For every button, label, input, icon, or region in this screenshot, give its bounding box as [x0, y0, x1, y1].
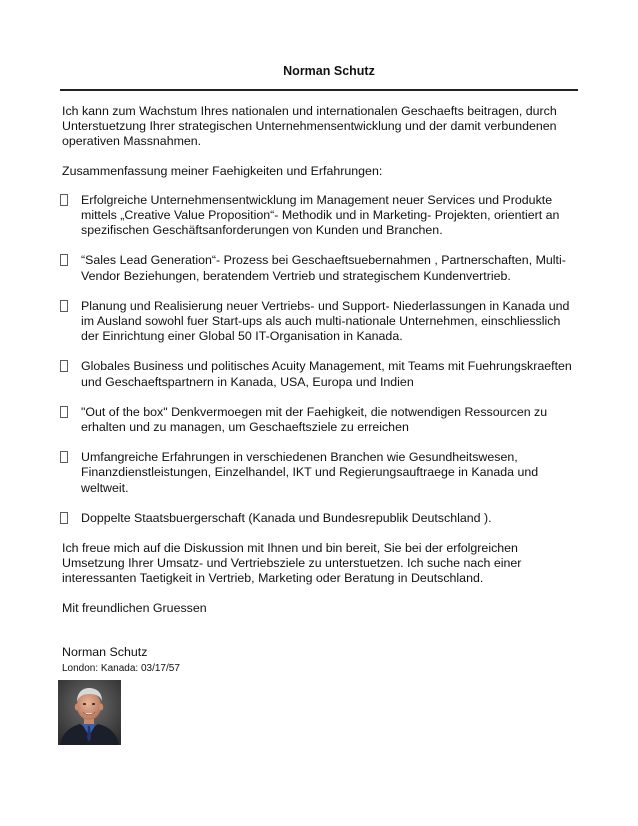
intro-paragraph: Ich kann zum Wachstum Ihres nationalen und internationalen Geschaefts beitragen, durch Unterstuetzung Ihrer strategischen Unternehmensentwicklung und der damit verbundenen operativen Massnahmen.	[62, 104, 557, 149]
list-item	[62, 405, 578, 435]
list-item	[62, 299, 578, 345]
missing-glyph-bullet-icon	[60, 406, 68, 418]
list-item-text: Umfangreiche Erfahrungen in verschiedenen Branchen wie Gesundheitswesen, Finanzdienstleistungen, Einzelhandel, IKT und Regierungsauftraege in Kanada und weltweit.	[81, 450, 539, 495]
list-item-text: Erfolgreiche Unternehmensentwicklung im Management neuer Services und Produkte mittels „Creative Value Proposition“- Methodik und in Marketing- Projekten, orientiert an spezifischen Geschäftsanforderungen von Kunden und Branchen.	[81, 192, 560, 238]
list-item	[62, 253, 578, 283]
list-item-text: Doppelte Staatsbuergerschaft (Kanada und Bundesrepublik Deutschland ).	[81, 510, 492, 525]
list-item-text: Planung und Realisierung neuer Vertriebs- und Support- Niederlassungen in Kanada und im Ausland sowohl fuer Start-ups als auch multi-nationale Unternehmen, einschliesslich der Einrichtung einer Global 50 IT-Organisation in Kanada.	[81, 298, 570, 344]
missing-glyph-bullet-icon	[60, 360, 68, 372]
skills-list	[62, 193, 578, 526]
list-item	[62, 450, 578, 496]
regards-line: Mit freundlichen Gruessen	[62, 600, 207, 615]
portrait-photo	[58, 680, 121, 745]
missing-glyph-bullet-icon	[60, 194, 68, 206]
letter-header-name: Norman Schutz	[283, 64, 375, 78]
header-divider	[60, 89, 578, 91]
missing-glyph-bullet-icon	[60, 300, 68, 312]
signature-name: Norman Schutz	[62, 645, 148, 659]
list-item	[62, 193, 578, 239]
missing-glyph-bullet-icon	[60, 254, 68, 266]
list-item	[62, 359, 578, 389]
closing-paragraph: Ich freue mich auf die Diskussion mit Ihnen und bin bereit, Sie bei der erfolgreichen Umsetzung Ihrer Umsatz- und Vertriebsziele zu unterstuetzen. Ich suche nach einer interessanten Taetigkeit in Vertrieb, Marketing oder Beratung in Deutschland.	[62, 541, 522, 586]
signature-block	[62, 645, 180, 675]
list-item	[62, 511, 578, 526]
letter-body	[62, 104, 578, 630]
summary-heading: Zusammenfassung meiner Faehigkeiten und Erfahrungen:	[62, 163, 383, 178]
list-item-text: "Out of the box" Denkvermoegen mit der Faehigkeit, die notwendigen Ressourcen zu erhalten und zu managen, um Geschaeftsziele zu erreichen	[81, 404, 548, 435]
missing-glyph-bullet-icon	[60, 512, 68, 524]
list-item-text: Globales Business und politisches Acuity Management, mit Teams mit Fuehrungskraeften und Geschaeftspartnern in Kanada, USA, Europa und Indien	[81, 359, 572, 389]
signature-place-date: London: Kanada: 03/17/57	[62, 663, 180, 674]
missing-glyph-bullet-icon	[60, 451, 68, 463]
list-item-text: “Sales Lead Generation“- Prozess bei Geschaeftsuebernahmen , Partnerschaften, Multi-Vendor Beziehungen, beratendem Vertrieb und strategischem Kundenvertrieb.	[81, 253, 566, 283]
